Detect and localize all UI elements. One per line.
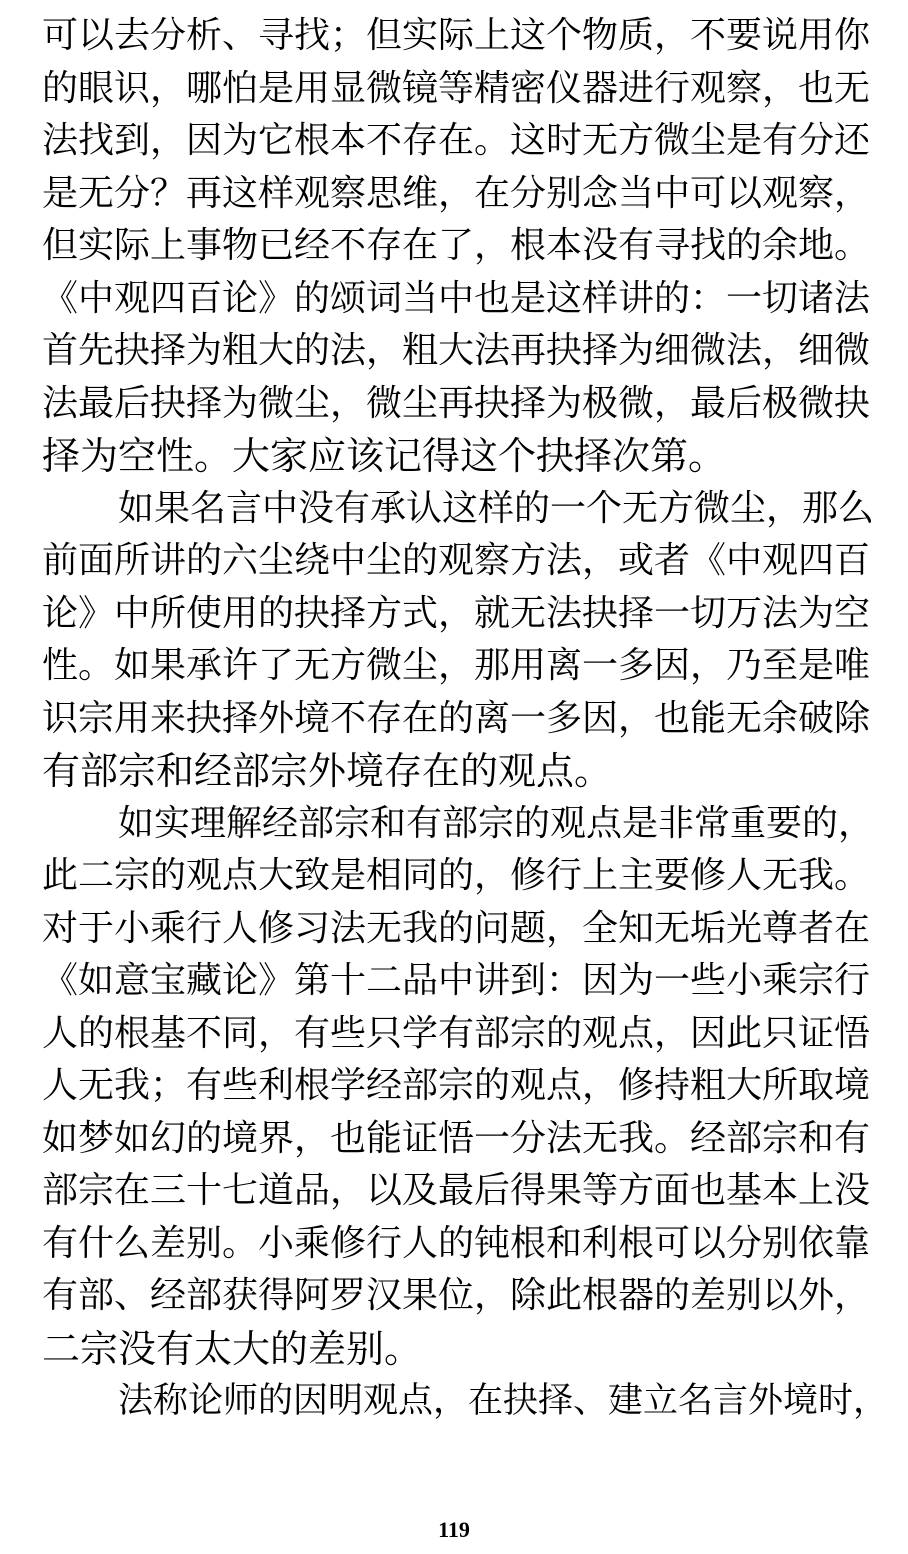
text-line: 性。如果承许了无方微尘，那用离一多因，乃至是唯 (42, 645, 871, 686)
text-line: 择为空性。大家应该记得这个抉择次第。 (42, 434, 727, 478)
text-line: 可以去分析、寻找；但实际上这个物质，不要说用你 (42, 15, 871, 56)
text-line: 法找到，因为它根本不存在。这时无方微尘是有分还 (42, 120, 871, 161)
text-line: 识宗用来抉择外境不存在的离一多因，也能无余破除 (42, 698, 871, 739)
text-line: 的眼识，哪怕是用显微镜等精密仪器进行观察，也无 (42, 68, 871, 109)
text-line: 有部宗和经部宗外境存在的观点。 (42, 749, 613, 793)
text-line: 部宗在三十七道品，以及最后得果等方面也基本上没 (42, 1170, 871, 1211)
paragraph-first-line: 法称论师的因明观点，在抉择、建立名言外境时， (118, 1381, 889, 1421)
paragraph-first-line: 如实理解经部宗和有部宗的观点是非常重要的， (118, 803, 875, 844)
text-line: 首先抉择为粗大的法，粗大法再抉择为细微法，细微 (42, 330, 871, 371)
text-line: 法最后抉择为微尘，微尘再抉择为极微，最后极微抉 (42, 383, 871, 424)
text-line: 人的根基不同，有些只学有部宗的观点，因此只证悟 (42, 1013, 871, 1054)
text-line: 人无我；有些利根学经部宗的观点，修持粗大所取境 (42, 1065, 871, 1106)
text-line: 但实际上事物已经不存在了，根本没有寻找的余地。 (42, 225, 871, 266)
text-line: 是无分？再这样观察思维，在分别念当中可以观察， (42, 173, 871, 214)
text-line: 《如意宝藏论》第十二品中讲到：因为一些小乘宗行 (42, 960, 871, 1001)
text-line: 如梦如幻的境界，也能证悟一分法无我。经部宗和有 (42, 1118, 871, 1159)
text-line: 论》中所使用的抉择方式，就无法抉择一切万法为空 (42, 593, 871, 634)
text-line: 此二宗的观点大致是相同的，修行上主要修人无我。 (42, 855, 871, 896)
page-number: 119 (438, 1517, 470, 1542)
text-line: 有什么差别。小乘修行人的钝根和利根可以分别依靠 (42, 1223, 871, 1264)
text-line: 前面所讲的六尘绕中尘的观察方法，或者《中观四百 (42, 540, 871, 581)
text-line: 《中观四百论》的颂词当中也是这样讲的：一切诸法 (42, 278, 871, 319)
text-line: 有部、经部获得阿罗汉果位，除此根器的差别以外， (42, 1275, 871, 1316)
paragraph-first-line: 如果名言中没有承认这样的一个无方微尘，那么 (118, 488, 875, 529)
text-line: 对于小乘行人修习法无我的问题，全知无垢光尊者在 (42, 908, 871, 949)
text-line: 二宗没有太大的差别。 (42, 1327, 423, 1371)
